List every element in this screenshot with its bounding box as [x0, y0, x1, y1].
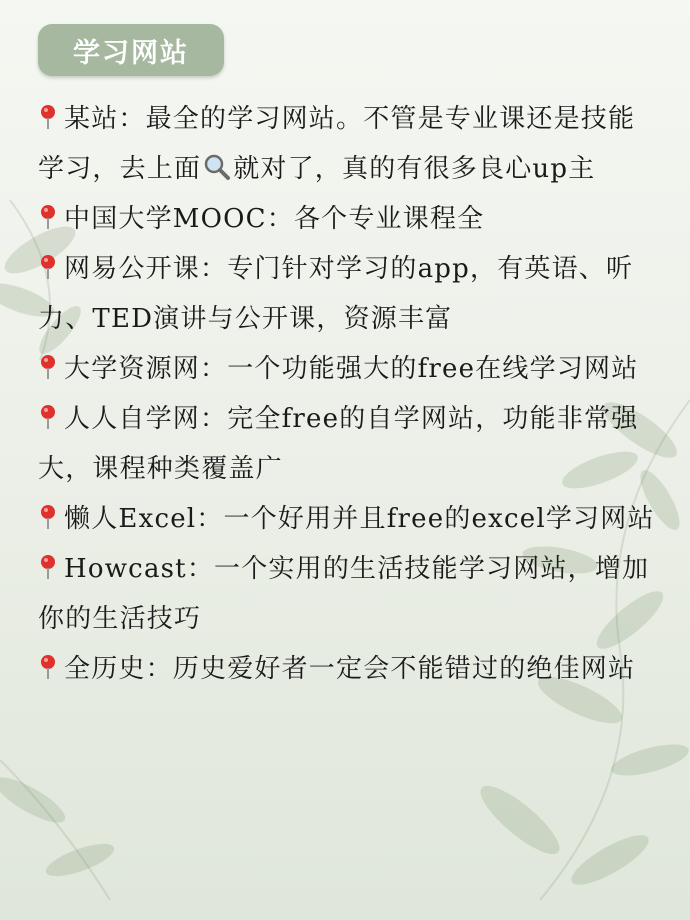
pin-icon — [38, 254, 58, 280]
list-item: 大学资源网：一个功能强大的free在线学习网站 — [38, 344, 660, 394]
page-title: 学习网站 — [73, 37, 189, 69]
list-item: 中国大学MOOC：各个专业课程全 — [38, 194, 660, 244]
website-list — [38, 94, 660, 694]
pin-icon — [38, 104, 58, 130]
list-item: Howcast：一个实用的生活技能学习网站，增加你的生活技巧 — [38, 554, 650, 634]
magnifier-icon — [203, 148, 231, 176]
pin-icon — [38, 204, 58, 230]
pin-icon — [38, 504, 58, 530]
list-item: 某站：最全的学习网站。不管是专业课还是技能学习，去上面 就对了，真的有很多良心up主 — [38, 104, 636, 184]
pin-icon — [38, 554, 58, 580]
pin-icon — [38, 404, 58, 430]
list-item: 人人自学网：完全free的自学网站，功能非常强大，课程种类覆盖广 — [38, 404, 639, 484]
list-item: 网易公开课：专门针对学习的app，有英语、听力、TED演讲与公开课，资源丰富 — [38, 254, 634, 334]
list-item: 全历史：历史爱好者一定会不能错过的绝佳网站 — [38, 644, 660, 694]
page-title-tag — [38, 24, 224, 76]
list-item: 懒人Excel：一个好用并且free的excel学习网站 — [38, 494, 660, 544]
pin-icon — [38, 354, 58, 380]
pin-icon — [38, 654, 58, 680]
